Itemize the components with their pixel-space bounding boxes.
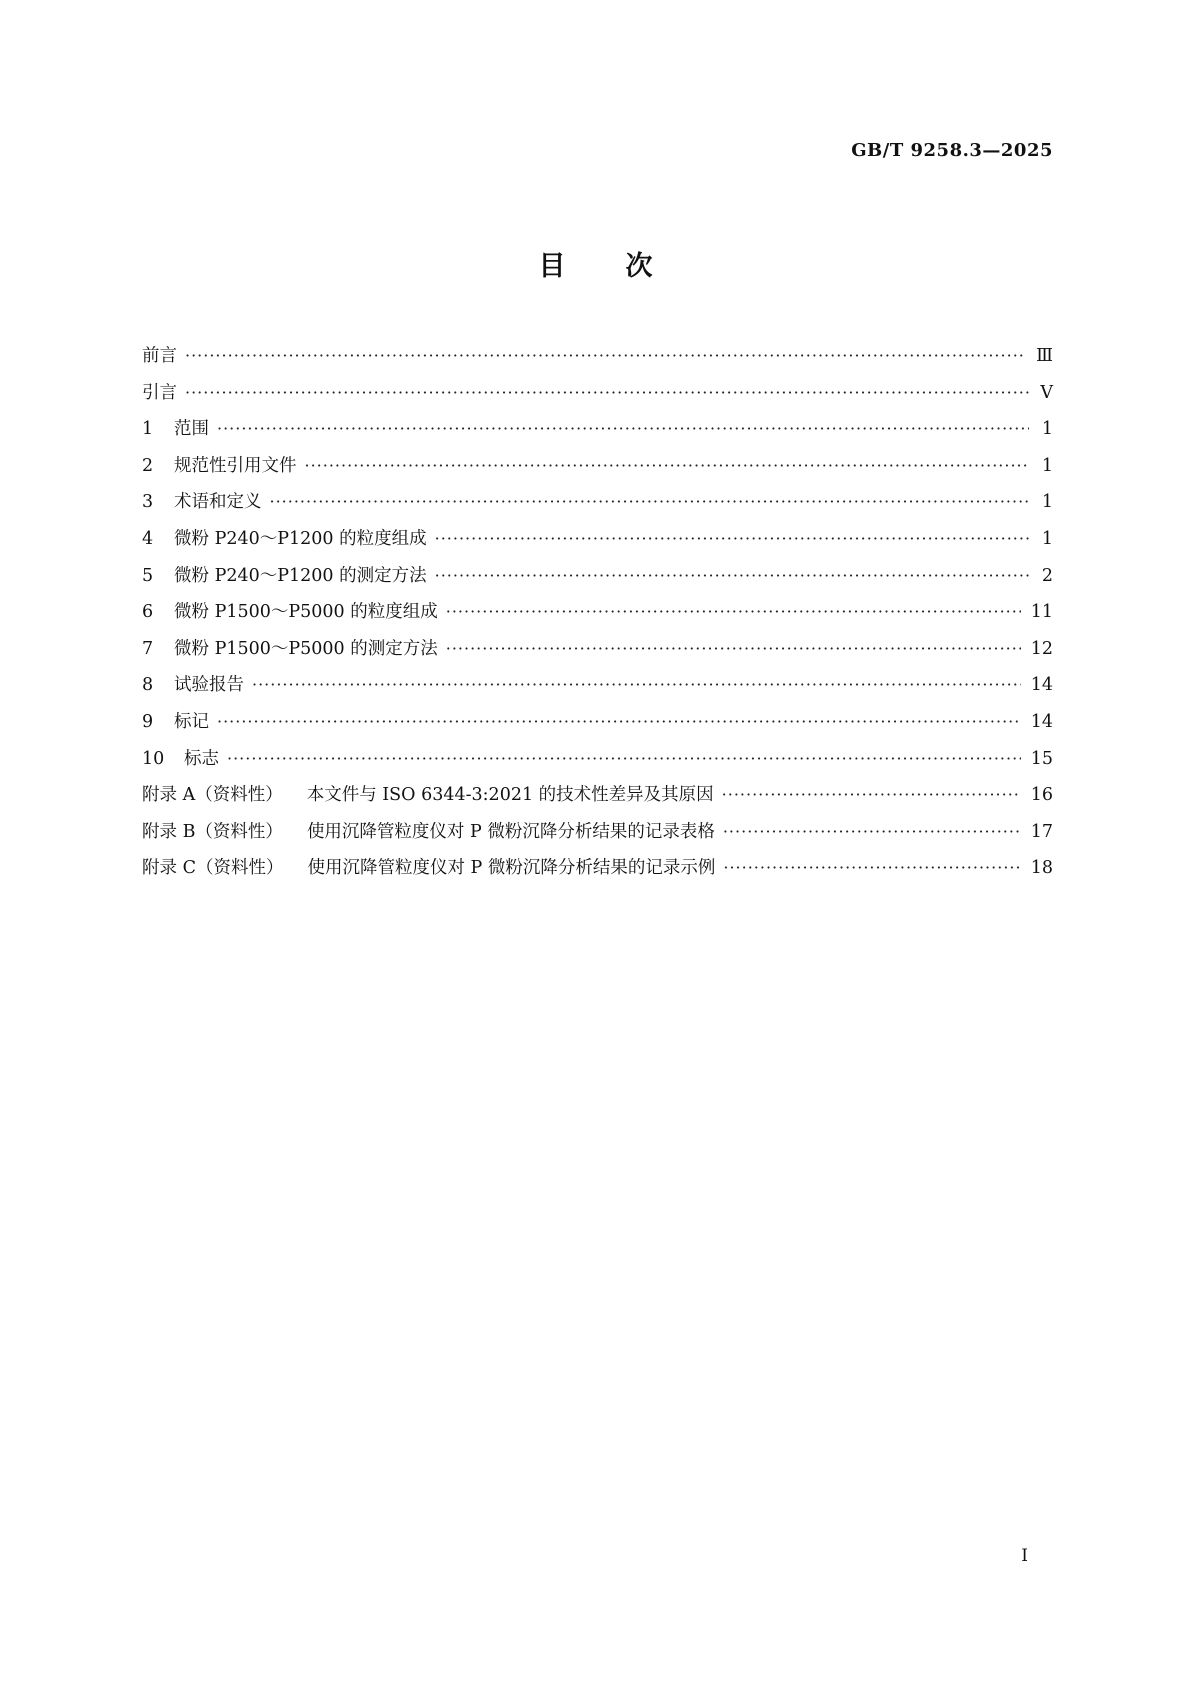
toc-entry-8[interactable] (142, 671, 1053, 708)
toc-entry-page: Ⅲ (1036, 346, 1053, 366)
toc-leader-dots (435, 529, 1029, 552)
toc-entry-page: 18 (1030, 858, 1053, 879)
toc-entry-number: 10 (142, 748, 165, 769)
toc-entry-10[interactable] (142, 745, 1053, 782)
toc-entry-title: 微粉 P1500～P5000 的测定方法 (174, 638, 438, 659)
toc-entry-title: 标记 (174, 711, 209, 732)
page-title: 目次 (538, 251, 713, 282)
toc-entry-page: 16 (1030, 785, 1053, 806)
toc-entry-page: 11 (1030, 602, 1053, 623)
toc-entry-page: 2 (1041, 565, 1053, 586)
toc-entry-page: 14 (1030, 711, 1053, 732)
toc-entry-4[interactable] (142, 525, 1053, 562)
toc-entry-title: 前言 (142, 346, 177, 366)
toc-leader-dots (227, 749, 1021, 772)
toc-entry-page: 15 (1030, 748, 1053, 769)
toc-entry-5[interactable] (142, 562, 1053, 599)
toc-entry-number: 7 (142, 638, 154, 659)
toc-entry-2[interactable] (142, 452, 1053, 489)
toc-entry-introduction[interactable] (142, 379, 1053, 416)
toc-entry-1[interactable] (142, 415, 1053, 452)
toc-leader-dots (252, 675, 1021, 698)
page-number: I (1021, 1546, 1028, 1566)
toc-leader-dots (270, 492, 1030, 515)
toc-entry-title: 使用沉降管粒度仪对 P 微粉沉降分析结果的记录示例 (307, 858, 716, 879)
toc-leader-dots (305, 456, 1030, 479)
toc-leader-dots (217, 419, 1029, 442)
toc-annex-prefix: 附录 C（资料性） (142, 858, 284, 879)
toc-entry-7[interactable] (142, 635, 1053, 672)
toc-entry-page: 17 (1030, 821, 1053, 842)
toc-entry-title: 范围 (174, 419, 209, 440)
toc-leader-dots (723, 822, 1021, 845)
toc-entry-number: 1 (142, 419, 154, 440)
toc-leader-dots (435, 566, 1029, 589)
toc-leader-dots (723, 858, 1020, 881)
toc-entry-number: 8 (142, 675, 154, 696)
toc-entry-9[interactable] (142, 708, 1053, 745)
toc-entry-annex-a[interactable] (142, 781, 1053, 818)
toc-leader-dots (446, 639, 1021, 662)
toc-entry-title: 微粉 P240～P1200 的测定方法 (174, 565, 427, 586)
toc-entry-foreword[interactable] (142, 342, 1053, 379)
toc-entry-title: 微粉 P1500～P5000 的粒度组成 (174, 602, 438, 623)
toc-entry-number: 5 (142, 565, 154, 586)
toc-entry-6[interactable] (142, 598, 1053, 635)
toc-entry-number: 3 (142, 492, 154, 513)
toc-entry-page: 12 (1030, 638, 1053, 659)
toc-leader-dots (217, 712, 1021, 735)
toc-entry-title: 本文件与 ISO 6344-3:2021 的技术性差异及其原因 (306, 785, 714, 806)
toc-entry-page: 1 (1041, 455, 1053, 476)
toc-entry-title: 标志 (184, 748, 219, 769)
toc-leader-dots (185, 383, 1029, 406)
toc-entry-3[interactable] (142, 488, 1053, 525)
toc-entry-number: 2 (142, 455, 154, 476)
toc-entry-number: 6 (142, 602, 154, 623)
toc-entry-number: 4 (142, 528, 154, 549)
toc-entry-annex-b[interactable] (142, 818, 1053, 855)
toc-entry-page: 1 (1041, 528, 1053, 549)
toc-entry-title: 规范性引用文件 (174, 455, 297, 476)
toc-leader-dots (722, 785, 1021, 808)
toc-entry-title: 使用沉降管粒度仪对 P 微粉沉降分析结果的记录表格 (306, 821, 715, 842)
toc-entry-page: Ⅴ (1040, 382, 1053, 403)
toc-entry-title: 试验报告 (174, 675, 244, 696)
standard-code: GB/T 9258.3—2025 (851, 140, 1053, 161)
toc-entry-title: 术语和定义 (174, 492, 262, 513)
toc-entry-page: 1 (1041, 419, 1053, 440)
toc-leader-dots (185, 346, 1026, 369)
toc-entry-number: 9 (142, 711, 154, 732)
toc-leader-dots (446, 602, 1021, 625)
toc-annex-prefix: 附录 B（资料性） (142, 821, 283, 842)
toc-entry-annex-c[interactable] (142, 854, 1053, 891)
toc-annex-prefix: 附录 A（资料性） (142, 785, 283, 806)
table-of-contents (142, 342, 1053, 891)
toc-entry-page: 1 (1041, 492, 1053, 513)
toc-entry-page: 14 (1030, 675, 1053, 696)
toc-entry-title: 微粉 P240～P1200 的粒度组成 (174, 528, 427, 549)
toc-entry-title: 引言 (142, 382, 177, 403)
